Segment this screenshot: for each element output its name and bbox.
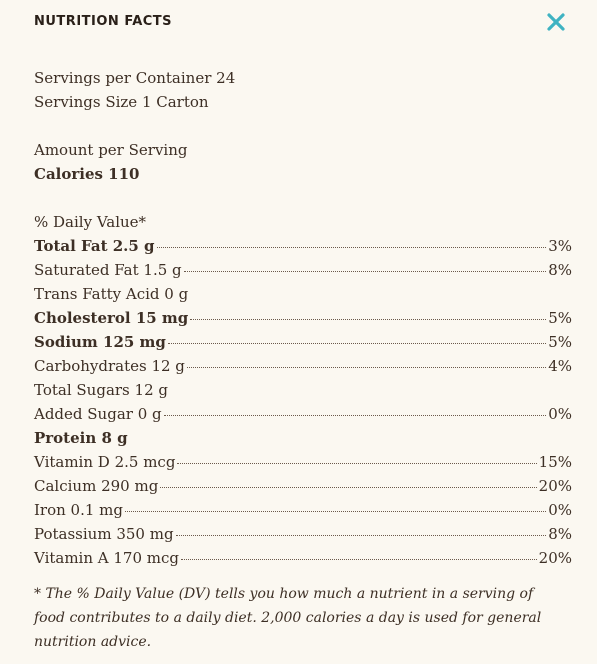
- nutrient-name: Calcium 290 mg: [34, 477, 159, 495]
- nutrient-row: [34, 260, 572, 284]
- serving-size: Servings Size 1 Carton: [34, 93, 209, 111]
- nutrient-name: Carbohydrates 12 g: [34, 357, 185, 375]
- nutrient-name: Cholesterol 15 mg: [34, 309, 189, 327]
- nutrient-name: Added Sugar 0 g: [34, 405, 162, 423]
- nutrient-daily-value: 3%: [548, 237, 572, 255]
- nutrient-name: Protein 8 g: [34, 429, 128, 447]
- close-button[interactable]: [544, 10, 568, 34]
- nutrient-list: [34, 236, 572, 572]
- nutrient-daily-value: 5%: [548, 309, 572, 327]
- nutrient-name: Vitamin A 170 mcg: [34, 549, 180, 567]
- close-icon: [544, 10, 568, 34]
- amount-per-serving-label: Amount per Serving: [34, 141, 188, 159]
- nutrient-daily-value: 0%: [548, 501, 572, 519]
- dot-leader: [181, 559, 537, 560]
- dot-leader: [125, 511, 546, 512]
- nutrient-name: Trans Fatty Acid 0 g: [34, 285, 189, 303]
- nutrient-row: [34, 380, 572, 404]
- dot-leader: [190, 319, 546, 320]
- nutrient-name: Saturated Fat 1.5 g: [34, 261, 182, 279]
- nutrient-daily-value: 0%: [548, 405, 572, 423]
- servings-per-container: Servings per Container 24: [34, 69, 236, 87]
- dot-leader: [157, 247, 547, 248]
- dot-leader: [184, 271, 547, 272]
- daily-value-label: % Daily Value*: [34, 213, 147, 231]
- nutrient-name: Sodium 125 mg: [34, 333, 166, 351]
- nutrient-row: [34, 548, 572, 572]
- nutrient-daily-value: 4%: [548, 357, 572, 375]
- panel-title: NUTRITION FACTS: [34, 14, 173, 29]
- nutrient-row: [34, 524, 572, 548]
- nutrient-daily-value: 20%: [538, 549, 572, 567]
- nutrient-row: [34, 308, 572, 332]
- nutrient-daily-value: 15%: [538, 453, 572, 471]
- nutrient-row: [34, 356, 572, 380]
- nutrient-daily-value: 5%: [548, 333, 572, 351]
- dot-leader: [187, 367, 546, 368]
- nutrient-daily-value: 8%: [548, 261, 572, 279]
- dot-leader: [164, 415, 547, 416]
- nutrient-name: Total Fat 2.5 g: [34, 237, 155, 255]
- nutrient-name: Potassium 350 mg: [34, 525, 174, 543]
- nutrient-row: [34, 284, 572, 308]
- footnote: * The % Daily Value (DV) tells you how much a nutrient in a serving of food contributes to a daily diet. 2,000 calories a day is used for general nutrition advice.: [34, 586, 542, 650]
- dot-leader: [160, 487, 536, 488]
- nutrient-name: Total Sugars 12 g: [34, 381, 168, 399]
- nutrient-row: [34, 236, 572, 260]
- dot-leader: [177, 463, 536, 464]
- nutrient-name: Iron 0.1 mg: [34, 501, 124, 519]
- calories: Calories 110: [34, 165, 140, 183]
- nutrient-row: [34, 404, 572, 428]
- nutrient-row: [34, 476, 572, 500]
- dot-leader: [176, 535, 547, 536]
- nutrient-row: [34, 332, 572, 356]
- nutrient-row: [34, 452, 572, 476]
- nutrient-row: [34, 500, 572, 524]
- dot-leader: [168, 343, 546, 344]
- nutrient-daily-value: 20%: [538, 477, 572, 495]
- nutrient-row: [34, 428, 572, 452]
- nutrient-daily-value: 8%: [548, 525, 572, 543]
- nutrient-name: Vitamin D 2.5 mcg: [34, 453, 176, 471]
